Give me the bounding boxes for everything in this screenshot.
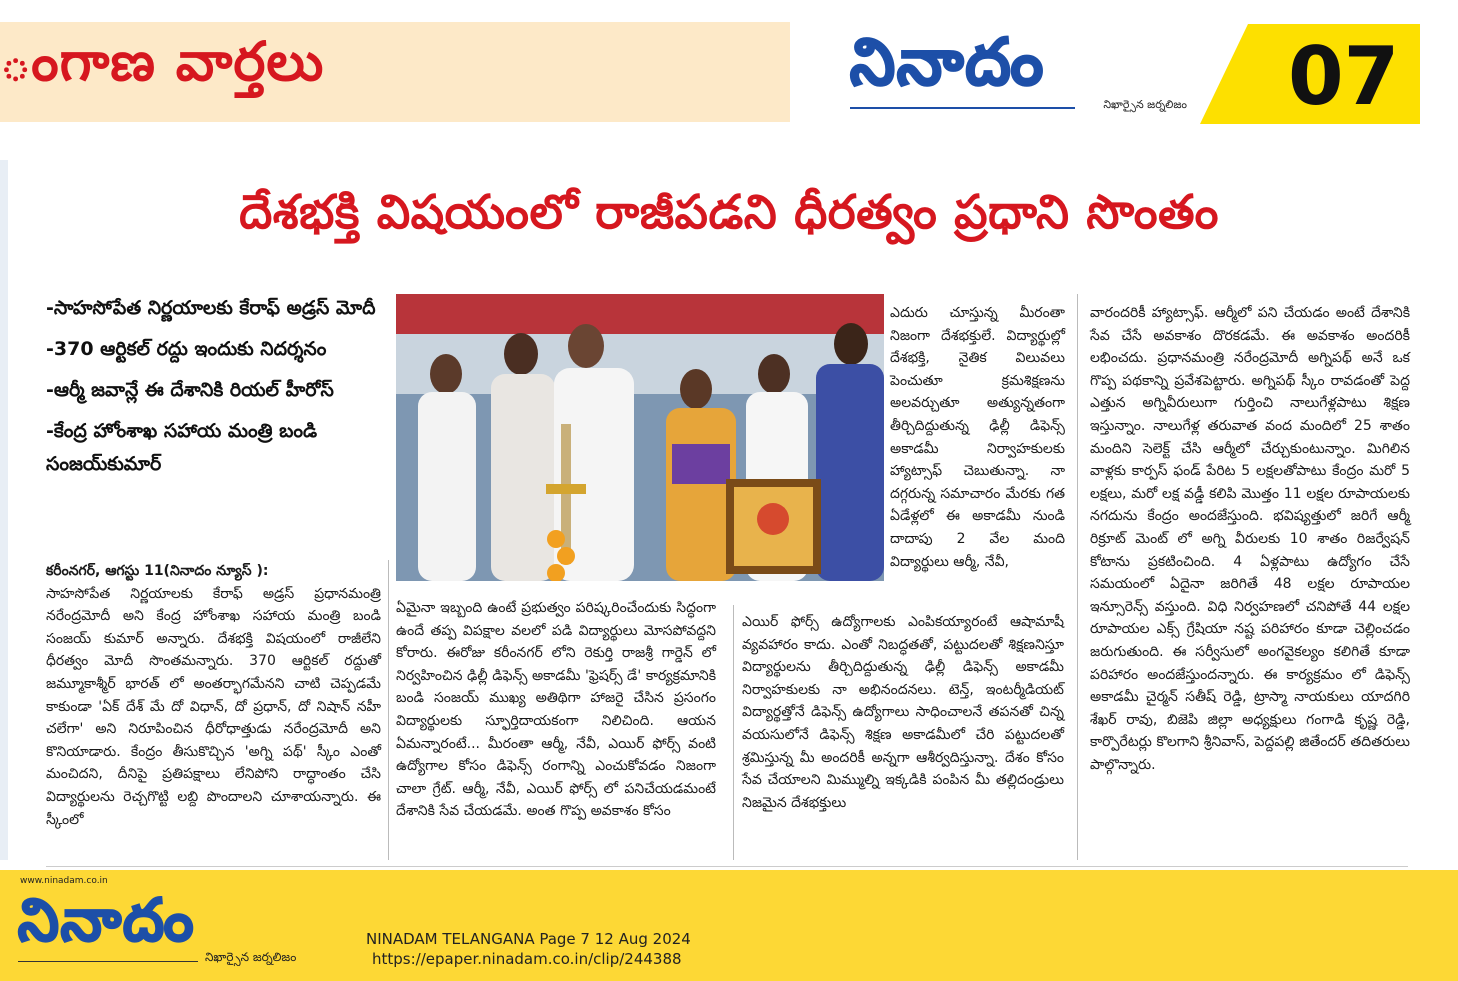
masthead-logo — [850, 26, 1195, 121]
footer-clip-url[interactable]: https://epaper.ninadam.co.in/clip/244388 — [372, 950, 682, 968]
footer-website[interactable]: www.ninadam.co.in — [20, 876, 108, 886]
footer-rule — [18, 961, 198, 962]
article-body-col2: ఏమైనా ఇబ్బంది ఉంటే ప్రభుత్వం పరిష్కరించేందుకు సిద్ధంగా ఉందే తప్ప విపక్షాల వలలో పడి విద్యార్థులు మోసపోవద్దని కోరారు. ఈరోజు కరీంనగర్ లోని రెకుర్తి రాజశ్రీ గార్డెన్ లో నిర్వహించిన ఢిల్లీ డిఫెన్స్ అకాడమీ 'ఫ్రెషర్స్ డే' కార్యక్రమానికి బండి సంజయ్ ముఖ్య అతిథిగా హాజరై చేసిన ప్రసంగం విద్యార్థులకు స్ఫూర్తిదాయకంగా నిలిచింది. ఆయన ఏమన్నారంటే... మీరంతా ఆర్మీ, నేవీ, ఎయిర్ ఫోర్స్ వంటి ఉద్యోగాల కోసం డిఫెన్స్ రంగాన్ని ఎంచుకోవడం నిజంగా చాలా గ్రేట్. ఆర్మీ, నేవీ, ఎయిర్ ఫోర్స్ లో పనిచేయడమంటే దేశానికి సేవ చేయడమే. అంత గొప్ప అవకాశం కోసం — [396, 600, 716, 820]
footer-logo: నినాదం — [18, 886, 196, 954]
page-footer — [0, 870, 1458, 981]
article-column-2 — [396, 597, 716, 823]
masthead-tagline: నిఖార్సైన జర్నలిజం — [1103, 98, 1187, 111]
article-column-5 — [1090, 302, 1410, 776]
article-column-4 — [890, 302, 1065, 573]
article-column-1 — [46, 560, 381, 831]
column-divider — [733, 605, 734, 860]
article-body-col3: ఎయిర్ ఫోర్స్ ఉద్యోగాలకు ఎంపికయ్యారంటే ఆషామాషీ వ్యవహారం కాదు. ఎంతో నిబద్ధతతో, పట్టుదలతో శిక్షణనిస్తూ విద్యార్థులను తీర్చిదిద్దుతున్న ఢిల్లీ డిఫెన్స్ అకాడమీ నిర్వాహకులకు నా అభినందనలు. టెన్త్, ఇంటర్మీడియట్ విద్యార్థత్తోనే డిఫెన్స్ ఉద్యోగాలు సాధించాలనే తపనతో చిన్న వయసులోనే డిఫెన్స్ శిక్షణ అకాడమీలో చేరి పట్టుదలతో శ్రమిస్తున్న మీ అందరికీ అన్నగా ఆశీర్వదిస్తున్నా. దేశం కోసం సేవ చేయాలని మిమ్ముల్ని ఇక్కడికి పంపిన మీ తల్లిదండ్రులు నిజమైన దేశభక్తులు — [742, 614, 1064, 811]
article-highlights — [46, 292, 376, 489]
highlight-item: -కేంద్ర హోంశాఖ సహాయ మంత్రి బండి సంజయ్‌కుమార్ — [46, 420, 318, 475]
article-body-col4: ఎదురు చూస్తున్న మీరంతా నిజంగా దేశభక్తులే. విద్యార్థుల్లో దేశభక్తి, నైతిక విలువలు పెంచుతూ క్రమశిక్షణను అలవర్చుతూ అత్యున్నతంగా తీర్చిదిద్దుతున్న ఢిల్లీ డిఫెన్స్ అకాడమీ నిర్వాహకులకు హ్యాట్సాఫ్ చెబుతున్నా. నా దగ్గరున్న సమాచారం మేరకు గత ఏడేళ్లలో ఈ అకాడమీ నుండి దాదాపు 2 వేల మంది విద్యార్థులు ఆర్మీ, నేవీ, — [890, 305, 1065, 570]
highlight-item: -370 ఆర్టికల్ రద్దు ఇందుకు నిదర్శనం — [46, 338, 327, 360]
column-divider — [1077, 294, 1078, 860]
masthead-name: నినాదం — [850, 26, 1046, 100]
article-body-col5: వారందరికీ హ్యాట్సాఫ్. ఆర్మీలో పని చేయడం అంటే దేశానికి సేవ చేసే అవకాశం దొరకడమే. ఈ అవకాశం అందరికీ లభించదు. ప్రధానమంత్రి నరేంద్రమోదీ అగ్నిపథ్ అనే ఒక గొప్ప పథకాన్ని ప్రవేశపెట్టారు. అగ్నిపథ్ స్కీం రావడంతో పెద్ద ఎత్తున అగ్నివీరులుగా గుర్తించి నాలుగేళ్లపాటు శిక్షణ ఇస్తున్నాం. నాలుగేళ్ల తరువాత వంద మందిలో 25 శాతం మందిని సెలెక్ట్ చేసి ఆర్మీలో చేర్చుకుంటున్నాం. మిగిలిన వాళ్లకు కార్పస్ ఫండ్ పేరిట 5 లక్షలతోపాటు కేంద్రం మరో 5 లక్షలు, మరో లక్ష వడ్డీ కలిపి మొత్తం 11 లక్షల రూపాయలకు నగదును కేంద్రం అందజేస్తుంది. భవిష్యత్తులో జరిగే ఆర్మీ రిక్రూట్ మెంట్ లో అగ్ని వీరులకు 10 శాతం రిజర్వేషన్ కోటాను ప్రకటించింది. 4 ఏళ్లపాటు ఉద్యోగం చేసే సమయంలో ఏదైనా జరిగితే 48 లక్షల రూపాయల ఇన్సూరెన్స్ వస్తుంది. విధి నిర్వహణలో చనిపోతే 44 లక్షల రూపాయల ఎక్స్ గ్రేషియా నష్ట పరిహారం కూడా చెల్లించడం జరుగుతుంది. ఈ సర్వీసులో అంగవైకల్యం కలిగితే కూడా పరిహారం అందజేస్తుందన్నారు. ఈ కార్యక్రమం లో డిఫెన్స్ అకాడమీ చైర్మన్ సతీష్ రెడ్డి, ట్రాస్మా నాయకులు యాదగిరి శేఖర్ రావు, బిజెపి జిల్లా అధ్యక్షులు గంగాడి కృష్ణ రెడ్డి, కార్పొరేటర్లు కొలగాని శ్రీనివాస్, పెద్దపల్లి జితేందర్ తదితరులు పాల్గొన్నారు. — [1090, 305, 1410, 773]
footer-source — [366, 929, 691, 969]
page-number-box — [1200, 24, 1420, 124]
highlight-item: -సాహసోపేత నిర్ణయాలకు కేరాఫ్ అడ్రస్ మోదీ — [46, 297, 376, 319]
column-divider — [388, 560, 389, 860]
left-edge-mark — [0, 160, 8, 860]
page-number: 07 — [1288, 30, 1400, 123]
article-column-3 — [742, 611, 1064, 814]
article-headline: దేశభక్తి విషయంలో రాజీపడని ధీరత్వం ప్రధాని సొంతం — [239, 185, 1219, 240]
page-bottom-rule — [46, 866, 1408, 867]
article-photo — [396, 294, 884, 581]
footer-tagline: నిఖార్సైన జర్నలిజం — [205, 950, 297, 964]
page-header — [0, 0, 1458, 128]
section-title: ంగాణ వార్తలు — [0, 30, 325, 93]
highlight-item: -ఆర్మీ జవాన్లే ఈ దేశానికి రియల్ హీరోస్ — [46, 379, 334, 401]
article-body-col1: సాహసోపేత నిర్ణయాలకు కేరాఫ్ అడ్రస్ ప్రధానమంత్రి నరేంద్రమోదీ అని కేంద్ర హోంశాఖ సహాయ మంత్రి బండి సంజయ్ కుమార్ అన్నారు. దేశభక్తి విషయంలో రాజీలేని ధీరత్వం మోదీ సొంతమన్నారు. 370 ఆర్టికల్ రద్దుతో జమ్మూకాశ్మీర్ భారత్ లో అంతర్భాగమేనని చాటి చెప్పడమే కాకుండా 'ఏక్ దేశ్ మే దో విధాన్, దో ప్రధాన్, దో నిషాన్ నహీ చలేగా' అని నిరూపించిన ధీరోధాత్తుడు నరేంద్రమోదీ అని కొనియాడారు. కేంద్రం తీసుకొచ్చిన 'అగ్ని పథ్' స్కీం ఎంతో మంచిదని, దీనిపై ప్రతిపక్షాలు లేనిపోని రాద్ధాంతం చేసి విద్యార్థులను రెచ్చగొట్టి లబ్ది పొందాలని చూశాయన్నారు. ఈ స్కీంలో — [46, 585, 381, 828]
article-dateline: కరీంనగర్, ఆగస్టు 11(నినాదం న్యూస్ ): — [46, 563, 269, 579]
masthead-rule — [850, 107, 1075, 109]
event-photo-illustration — [396, 294, 884, 581]
footer-source-line: NINADAM TELANGANA Page 7 12 Aug 2024 — [366, 930, 691, 948]
